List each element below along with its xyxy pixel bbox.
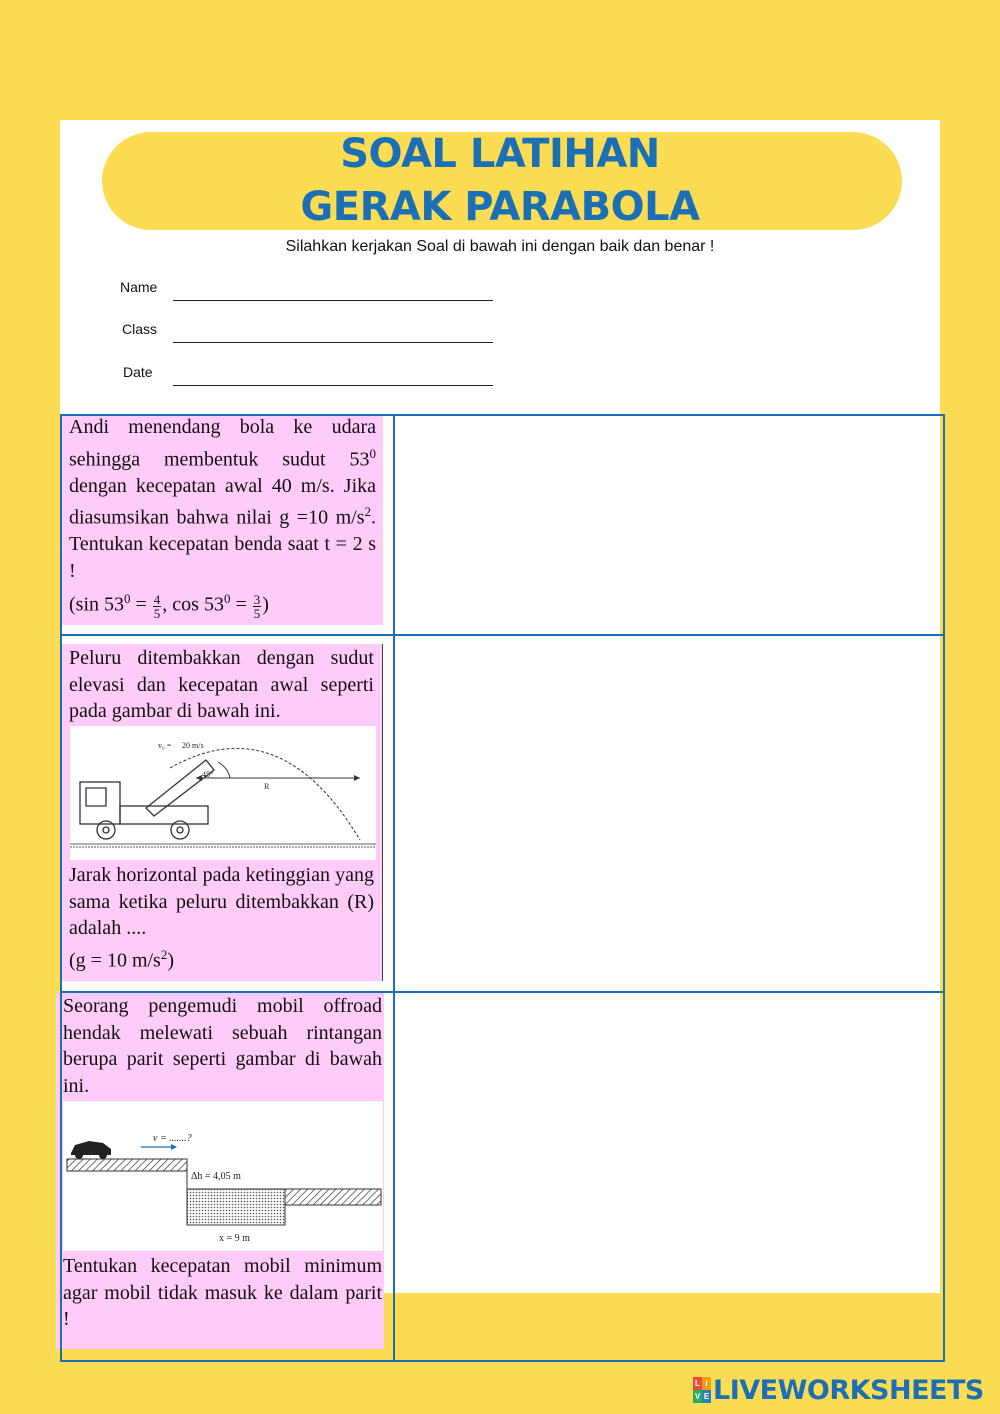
car-icon: [71, 1141, 111, 1159]
range-label: R: [264, 782, 270, 791]
question-3-text-bottom: Tentukan kecepatan mobil minimum agar mobil tidak masuk ke dalam parit !: [63, 1255, 382, 1330]
answer-box-3[interactable]: [396, 994, 942, 1360]
logo-letter-i: I: [702, 1377, 711, 1390]
name-label: Name: [120, 279, 158, 295]
truck-icon: [80, 760, 214, 839]
brand-name: LIVEWORKSHEETS: [713, 1374, 984, 1406]
date-field[interactable]: [173, 385, 493, 386]
class-label: Class: [122, 321, 158, 337]
title-line-2: GERAK PARABOLA: [300, 184, 700, 230]
logo-letter-e: E: [703, 1392, 710, 1401]
instruction-text: Silahkan kerjakan Soal di bawah ini dengan baik dan benar !: [285, 238, 715, 255]
distance-label: x = 9 m: [219, 1233, 250, 1244]
title-line-1: SOAL LATIHAN: [340, 131, 660, 177]
question-1-text: Andi menendang bola ke udara sehingga membentuk sudut $53^0$ dengan kecepatan awal 40 m/s. Jika diasumsikan bahwa nilai g =10 $m/s^2$. Tentukan kecepatan benda saat t = 2 s ! (sin $53^0$ = $\frac{4}{5}$ , $\cos 53^0$ = $\frac{3}{5}$ ): [69, 416, 376, 621]
height-label: Δh = 4,05 m: [191, 1171, 241, 1182]
velocity-label: v = .......?: [153, 1133, 192, 1144]
class-field[interactable]: [173, 342, 493, 343]
liveworksheets-logo-icon: [693, 1377, 711, 1403]
question-3-text-top: Seorang pengemudi mobil offroad hendak melewati sebuah rintangan berupa parit seperti gambar di bawah ini.: [63, 995, 382, 1097]
answer-box-1[interactable]: [396, 417, 942, 633]
angle-label: 45°: [202, 770, 214, 779]
name-field[interactable]: [173, 300, 493, 301]
question-2-border: [382, 644, 383, 981]
answer-box-2[interactable]: [396, 637, 942, 990]
truck-cannon-figure: [70, 726, 376, 860]
sin-fraction: $\frac{4}{5}$: [153, 591, 161, 621]
cos-fraction: $\frac{3}{5}$: [253, 591, 261, 621]
liveworksheets-logo: [693, 1374, 984, 1406]
logo-letter-v: V: [694, 1392, 701, 1401]
question-2-text-bottom: Jarak horizontal pada ketinggian yang sama ketika peluru ditembakkan (R) adalah .... (g = 10 $m/s^2$): [69, 864, 374, 972]
date-label: Date: [123, 364, 153, 380]
speed-label: 20 m/s: [182, 741, 204, 750]
logo-letter-l: L: [693, 1377, 702, 1390]
v0-label: v₀ =: [158, 741, 172, 750]
row-divider-1: [60, 634, 945, 636]
grid-divider: [393, 414, 395, 1362]
ditch-figure: [63, 1101, 383, 1251]
question-2-text-top: Peluru ditembakkan dengan sudut elevasi dan kecepatan awal seperti pada gambar di bawah ini.: [69, 647, 374, 722]
